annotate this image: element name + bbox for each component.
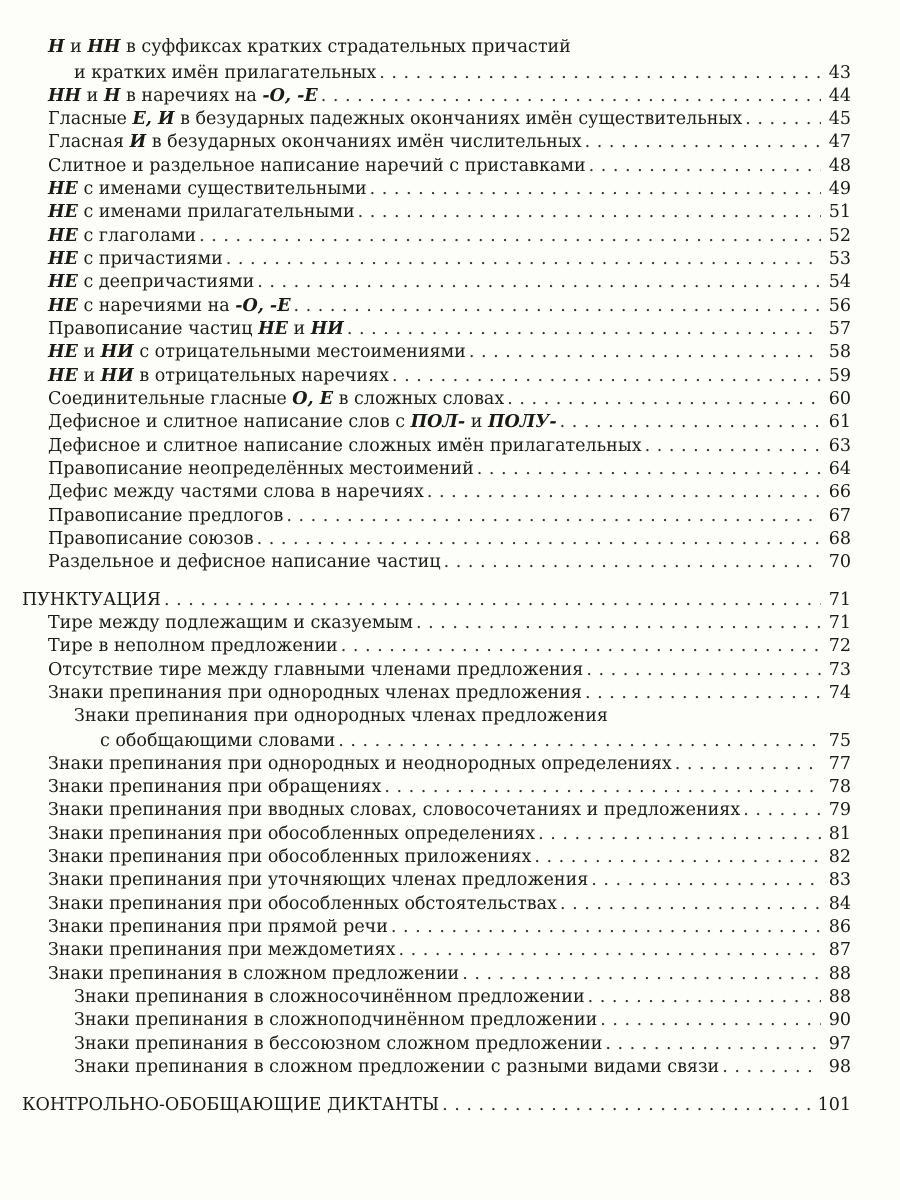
toc-leader-dots bbox=[392, 365, 821, 387]
toc-emphasis: ПОЛ- bbox=[410, 412, 466, 432]
toc-entry bbox=[48, 178, 851, 200]
toc-entry bbox=[48, 846, 851, 868]
toc-emphasis: НН bbox=[48, 86, 82, 106]
toc-text: Знаки препинания при обособленных приложениях bbox=[48, 847, 532, 867]
toc-leader-dots bbox=[442, 1094, 812, 1116]
toc-emphasis: -О, -Е bbox=[262, 86, 318, 106]
toc-entry-title bbox=[48, 823, 535, 845]
toc-entry bbox=[48, 131, 851, 153]
toc-leader-dots bbox=[560, 411, 821, 433]
toc-page-number: 79 bbox=[828, 800, 851, 820]
toc-leader-dots bbox=[722, 1056, 821, 1078]
toc-entry-title bbox=[48, 225, 196, 247]
toc-text: Гласные bbox=[48, 109, 133, 129]
toc-text: Правописание предлогов bbox=[48, 506, 284, 526]
toc-entry-title bbox=[48, 248, 223, 270]
toc-entry-title bbox=[74, 62, 376, 84]
toc-leader-dots bbox=[605, 1033, 821, 1055]
toc-entry bbox=[48, 963, 851, 985]
toc-entry bbox=[48, 435, 851, 457]
toc-entry bbox=[48, 612, 851, 634]
toc-page-number: 86 bbox=[828, 917, 851, 937]
toc-page-number: 61 bbox=[828, 412, 851, 432]
toc-entry-title bbox=[48, 85, 318, 107]
toc-emphasis: -О, -Е bbox=[235, 296, 291, 316]
toc-page-number: 84 bbox=[828, 894, 851, 914]
toc-text: и bbox=[64, 37, 88, 57]
toc-entry bbox=[48, 753, 851, 775]
toc-text: Тире в неполном предложении bbox=[48, 636, 338, 656]
toc-leader-dots bbox=[538, 823, 821, 845]
toc-entry-title bbox=[48, 799, 740, 821]
toc-text: Знаки препинания при обособленных обстоятельствах bbox=[48, 894, 557, 914]
toc-leader-dots bbox=[477, 458, 821, 480]
toc-entry bbox=[48, 481, 851, 503]
toc-text: Знаки препинания при междометиях bbox=[48, 940, 396, 960]
toc-emphasis: НЕ bbox=[48, 366, 78, 386]
toc-entry-title bbox=[48, 659, 583, 681]
toc-emphasis: И bbox=[129, 132, 147, 152]
toc-emphasis: НЕ bbox=[48, 342, 78, 362]
toc-page-number: 71 bbox=[828, 613, 851, 633]
toc-entry-title bbox=[48, 869, 588, 891]
toc-page-number: 48 bbox=[828, 156, 851, 176]
toc-entry bbox=[74, 62, 851, 84]
toc-leader-dots bbox=[294, 295, 821, 317]
toc-entry-title bbox=[74, 706, 608, 726]
toc-leader-dots bbox=[398, 939, 821, 961]
toc-text: Знаки препинания в сложносочинённом предложении bbox=[74, 987, 585, 1007]
toc-entry-title bbox=[48, 551, 441, 573]
toc-text: и bbox=[77, 366, 101, 386]
toc-text: Дефисное и слитное написание сложных имён прилагательных bbox=[48, 436, 642, 456]
toc-leader-dots bbox=[469, 341, 821, 363]
toc-page-number: 52 bbox=[828, 226, 851, 246]
toc-text: с именами прилагательными bbox=[77, 202, 355, 222]
toc-page-number: 44 bbox=[828, 86, 851, 106]
toc-entry-title bbox=[48, 108, 742, 130]
toc-entry-title bbox=[74, 1033, 602, 1055]
toc-entry bbox=[48, 528, 851, 550]
toc-entry-title bbox=[48, 318, 344, 340]
toc-text: и кратких имён прилагательных bbox=[74, 63, 377, 83]
toc-text: Гласная bbox=[48, 132, 130, 152]
toc-page-number: 66 bbox=[828, 482, 851, 502]
toc-leader-dots bbox=[645, 435, 821, 457]
toc-entry bbox=[48, 551, 851, 573]
toc-page-number: 67 bbox=[828, 506, 851, 526]
toc-page-number: 97 bbox=[828, 1034, 851, 1054]
toc-page-number: 53 bbox=[828, 249, 851, 269]
toc-leader-dots bbox=[675, 753, 821, 775]
toc-leader-dots bbox=[743, 799, 821, 821]
toc-page-number: 77 bbox=[828, 754, 851, 774]
toc-entry bbox=[48, 388, 851, 410]
toc-leader-dots bbox=[462, 963, 821, 985]
toc-text: ПУНКТУАЦИЯ bbox=[22, 590, 161, 610]
toc-leader-dots bbox=[257, 528, 821, 550]
toc-entry-title bbox=[48, 458, 474, 480]
toc-entry-title bbox=[48, 939, 395, 961]
toc-entry bbox=[48, 635, 851, 657]
toc-text: Знаки препинания при обособленных определениях bbox=[48, 824, 536, 844]
toc-page-number: 57 bbox=[828, 319, 851, 339]
toc-entry bbox=[74, 1056, 851, 1078]
toc-entry-title bbox=[48, 916, 388, 938]
toc-entry bbox=[48, 36, 571, 58]
toc-entry bbox=[48, 225, 851, 247]
toc-page-number: 68 bbox=[828, 529, 851, 549]
toc-emphasis: НИ bbox=[100, 342, 134, 362]
toc-entry-title bbox=[48, 635, 338, 657]
toc-text: с глаголами bbox=[77, 226, 197, 246]
toc-text: с наречиями на bbox=[77, 296, 236, 316]
toc-entry-title bbox=[48, 776, 381, 798]
toc-leader-dots bbox=[589, 155, 821, 177]
toc-entry bbox=[48, 155, 851, 177]
toc-leader-dots bbox=[379, 62, 821, 84]
toc-emphasis: НИ bbox=[310, 319, 344, 339]
toc-leader-dots bbox=[257, 271, 821, 293]
toc-entry bbox=[48, 271, 851, 293]
toc-entry bbox=[48, 823, 851, 845]
toc-page-number: 90 bbox=[828, 1010, 851, 1030]
toc-leader-dots bbox=[745, 108, 821, 130]
toc-entry bbox=[48, 201, 851, 223]
toc-leader-dots bbox=[588, 986, 821, 1008]
toc-emphasis: НЕ bbox=[48, 249, 78, 269]
toc-page-number: 45 bbox=[828, 109, 851, 129]
toc-emphasis: О, Е bbox=[292, 389, 334, 409]
toc-entry bbox=[48, 248, 851, 270]
toc-entry bbox=[100, 730, 851, 752]
toc-emphasis: НЕ bbox=[48, 272, 78, 292]
toc-text: Отсутствие тире между главными членами предложения bbox=[48, 660, 584, 680]
toc-text: и bbox=[287, 319, 311, 339]
toc-text: Знаки препинания при уточняющих членах предложения bbox=[48, 870, 589, 890]
toc-text: Знаки препинания в сложном предложении bbox=[48, 964, 460, 984]
toc-page-number: 43 bbox=[828, 63, 851, 83]
toc-entry-title bbox=[48, 365, 389, 387]
toc-emphasis: Н bbox=[48, 37, 65, 57]
toc-entry-title bbox=[48, 155, 586, 177]
toc-entry bbox=[48, 659, 851, 681]
toc-leader-dots bbox=[534, 846, 821, 868]
toc-emphasis: НЕ bbox=[48, 179, 78, 199]
toc-page-number: 51 bbox=[828, 202, 851, 222]
toc-leader-dots bbox=[585, 131, 821, 153]
toc-page-number: 82 bbox=[828, 847, 851, 867]
toc-entry bbox=[48, 341, 851, 363]
toc-entry-title bbox=[48, 753, 672, 775]
toc-emphasis: НЕ bbox=[48, 202, 78, 222]
toc-entry bbox=[48, 869, 851, 891]
toc-page-number: 54 bbox=[828, 272, 851, 292]
toc-leader-dots bbox=[347, 318, 821, 340]
toc-entry bbox=[48, 85, 851, 107]
toc-entry bbox=[48, 295, 851, 317]
toc-page-number: 88 bbox=[828, 987, 851, 1007]
toc-emphasis: Н bbox=[103, 86, 121, 106]
toc-page-number: 59 bbox=[828, 366, 851, 386]
toc-entry bbox=[48, 108, 851, 130]
toc-entry bbox=[74, 1009, 851, 1031]
toc-leader-dots bbox=[384, 776, 821, 798]
toc-entry-title bbox=[48, 37, 571, 57]
toc-leader-dots bbox=[600, 1009, 821, 1031]
toc-entry-title bbox=[74, 1056, 719, 1078]
toc-emphasis: НЕ bbox=[48, 226, 78, 246]
toc-emphasis: НЕ bbox=[48, 296, 78, 316]
toc-entry bbox=[48, 411, 851, 433]
toc-page-number: 73 bbox=[828, 660, 851, 680]
toc-entry-title bbox=[48, 612, 413, 634]
toc-leader-dots bbox=[560, 893, 821, 915]
toc-entry bbox=[74, 1033, 851, 1055]
toc-entry-title bbox=[48, 271, 254, 293]
toc-leader-dots bbox=[286, 505, 821, 527]
toc-page-number: 72 bbox=[828, 636, 851, 656]
toc-leader-dots bbox=[585, 682, 821, 704]
toc-entry bbox=[48, 318, 851, 340]
toc-leader-dots bbox=[164, 589, 821, 611]
toc-entry bbox=[74, 986, 851, 1008]
toc-text: Правописание неопределённых местоимений bbox=[48, 459, 474, 479]
toc-page-number: 78 bbox=[828, 777, 851, 797]
toc-page-number: 87 bbox=[828, 940, 851, 960]
toc-page-number: 58 bbox=[828, 342, 851, 362]
toc-entry bbox=[48, 939, 851, 961]
toc-emphasis: НЕ bbox=[258, 319, 288, 339]
toc-leader-dots bbox=[586, 659, 821, 681]
toc-page-number: 74 bbox=[828, 683, 851, 703]
toc-text: с именами существительными bbox=[77, 179, 367, 199]
toc-page-number: 101 bbox=[817, 1095, 851, 1115]
toc-emphasis: ПОЛУ- bbox=[487, 412, 557, 432]
toc-text: Знаки препинания при однородных и неоднородных определениях bbox=[48, 754, 672, 774]
toc-leader-dots bbox=[341, 635, 821, 657]
toc-entry bbox=[22, 1094, 851, 1116]
toc-entry-title bbox=[48, 893, 557, 915]
toc-text: Раздельное и дефисное написание частиц bbox=[48, 552, 441, 572]
toc-emphasis: НИ bbox=[100, 366, 134, 386]
toc-leader-dots bbox=[591, 869, 821, 891]
toc-text: Знаки препинания при однородных членах предложения bbox=[74, 706, 608, 726]
toc-text: Знаки препинания в бессоюзном сложном предложении bbox=[74, 1034, 603, 1054]
toc-text: КОНТРОЛЬНО-ОБОБЩАЮЩИЕ ДИКТАНТЫ bbox=[22, 1095, 440, 1115]
toc-entry bbox=[48, 682, 851, 704]
toc-page-number: 70 bbox=[828, 552, 851, 572]
toc-entry bbox=[48, 505, 851, 527]
toc-entry-title bbox=[74, 986, 585, 1008]
toc-text: и bbox=[81, 86, 104, 106]
toc-text: Знаки препинания при обращениях bbox=[48, 777, 382, 797]
toc-text: в безударных окончаниях имён числительных bbox=[146, 132, 582, 152]
toc-page-number: 60 bbox=[828, 389, 851, 409]
toc-text: в отрицательных наречиях bbox=[133, 366, 390, 386]
toc-page-number: 81 bbox=[828, 824, 851, 844]
toc-entry-title bbox=[48, 528, 254, 550]
toc-text: Дефис между частями слова в наречиях bbox=[48, 482, 424, 502]
toc-entry-title bbox=[48, 435, 642, 457]
toc-entry-title bbox=[22, 589, 161, 611]
toc-page-number: 49 bbox=[828, 179, 851, 199]
toc-entry bbox=[48, 776, 851, 798]
toc-leader-dots bbox=[416, 612, 821, 634]
toc-entry-title bbox=[48, 411, 557, 433]
toc-entry bbox=[22, 589, 851, 611]
toc-text: Знаки препинания при вводных словах, словосочетаниях и предложениях bbox=[48, 800, 741, 820]
toc-entry bbox=[48, 916, 851, 938]
toc-entry bbox=[74, 705, 608, 727]
toc-entry-title bbox=[48, 682, 582, 704]
toc-text: с причастиями bbox=[77, 249, 223, 269]
toc-entry-title bbox=[48, 341, 466, 363]
toc-text: с деепричастиями bbox=[77, 272, 255, 292]
toc-page-number: 56 bbox=[828, 296, 851, 316]
toc-text: Правописание частиц bbox=[48, 319, 259, 339]
toc-emphasis: НН bbox=[87, 37, 121, 57]
toc-text: и bbox=[77, 342, 101, 362]
toc-page-number: 47 bbox=[828, 132, 851, 152]
toc-entry-title bbox=[48, 481, 424, 503]
toc-entry bbox=[48, 893, 851, 915]
toc-page-number: 71 bbox=[828, 590, 851, 610]
toc-text: с обобщающими словами bbox=[100, 731, 336, 751]
toc-entry-title bbox=[48, 201, 355, 223]
toc-entry-title bbox=[48, 295, 291, 317]
toc-leader-dots bbox=[507, 388, 821, 410]
toc-leader-dots bbox=[427, 481, 821, 503]
toc-page-number: 64 bbox=[828, 459, 851, 479]
toc-text: Знаки препинания при однородных членах предложения bbox=[48, 683, 582, 703]
toc-text: в суффиксах кратких страдательных причастий bbox=[120, 37, 571, 57]
toc-leader-dots bbox=[226, 248, 821, 270]
toc-entry-title bbox=[48, 178, 367, 200]
toc-entry-title bbox=[74, 1009, 597, 1031]
toc-entry-title bbox=[100, 730, 335, 752]
toc-leader-dots bbox=[358, 201, 821, 223]
toc-text: Знаки препинания в сложноподчинённом предложении bbox=[74, 1010, 598, 1030]
toc-page-number: 83 bbox=[828, 870, 851, 890]
toc-entry-title bbox=[48, 963, 459, 985]
toc-leader-dots bbox=[444, 551, 821, 573]
toc-entry-title bbox=[48, 388, 504, 410]
toc-entry-title bbox=[48, 505, 283, 527]
toc-emphasis: Е, И bbox=[132, 109, 175, 129]
toc-text: Тире между подлежащим и сказуемым bbox=[48, 613, 413, 633]
toc-page-number: 98 bbox=[828, 1057, 851, 1077]
toc-entry bbox=[48, 458, 851, 480]
toc-text: в безударных падежных окончаниях имён существительных bbox=[174, 109, 743, 129]
toc-text: Знаки препинания в сложном предложении с разными видами связи bbox=[74, 1057, 720, 1077]
toc-entry bbox=[48, 799, 851, 821]
toc-page-number: 63 bbox=[828, 436, 851, 456]
toc-leader-dots bbox=[321, 85, 821, 107]
toc-page-number: 75 bbox=[828, 731, 851, 751]
toc-text: с отрицательными местоимениями bbox=[133, 342, 466, 362]
toc-text: Знаки препинания при прямой речи bbox=[48, 917, 388, 937]
toc-leader-dots bbox=[391, 916, 821, 938]
toc-leader-dots bbox=[370, 178, 821, 200]
toc-entry-title bbox=[22, 1094, 439, 1116]
toc-text: Слитное и раздельное написание наречий с приставками bbox=[48, 156, 586, 176]
toc-leader-dots bbox=[338, 730, 821, 752]
toc-entry-title bbox=[48, 846, 531, 868]
toc-text: в сложных словах bbox=[333, 389, 505, 409]
toc-text: и bbox=[465, 412, 488, 432]
toc-text: в наречиях на bbox=[120, 86, 263, 106]
toc-text: Дефисное и слитное написание слов с bbox=[48, 412, 411, 432]
toc-text: Соединительные гласные bbox=[48, 389, 293, 409]
toc-text: Правописание союзов bbox=[48, 529, 254, 549]
toc-page-number: 88 bbox=[828, 964, 851, 984]
toc-entry bbox=[48, 365, 851, 387]
toc-leader-dots bbox=[199, 225, 821, 247]
toc-entry-title bbox=[48, 131, 582, 153]
